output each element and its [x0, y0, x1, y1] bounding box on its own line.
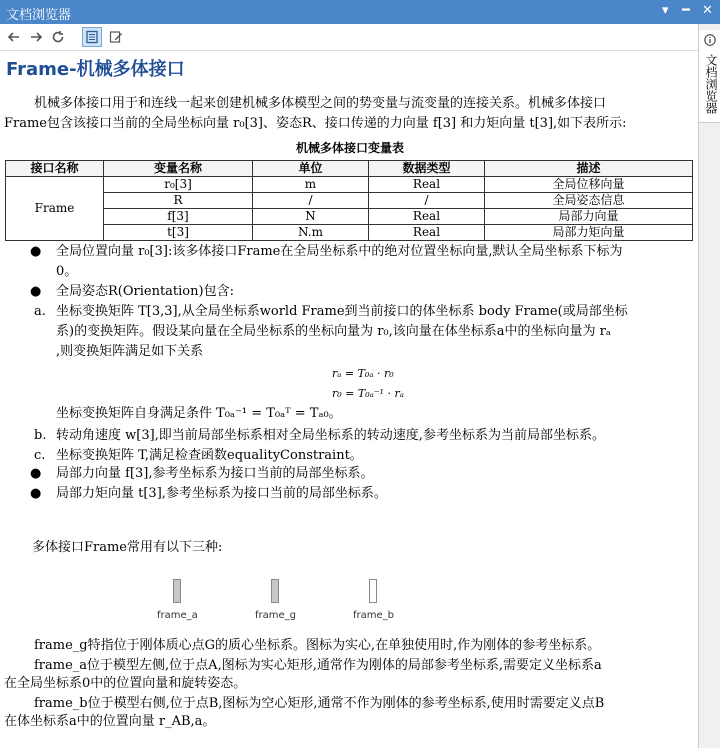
edit-icon — [109, 30, 123, 44]
frame-b-desc-2: 在体坐标系a中的位置向量 r_AB,a。 — [4, 714, 216, 729]
cell-var: f[3] — [104, 209, 253, 225]
header-interface: 接口名称 — [6, 161, 104, 177]
header-unit: 单位 — [253, 161, 369, 177]
document-icon — [85, 30, 99, 44]
bullet-force: 局部力向量 f[3],参考坐标系为接口当前的局部坐标系。 — [56, 466, 374, 481]
frame-b-desc-1: frame_b位于模型右侧,位于点B,图标为空心矩形,通常不作为刚体的参考坐标系,使用时需要定义点B — [34, 696, 605, 711]
bullet-position-cont: 0。 — [56, 264, 78, 279]
bullet-torque: 局部力矩向量 t[3],参考坐标系为接口当前的局部坐标系。 — [56, 486, 387, 501]
cell-desc: 局部力矩向量 — [485, 225, 693, 241]
view-document-button[interactable] — [82, 27, 102, 47]
frame-g-label: frame_g — [255, 610, 297, 621]
table-row — [6, 209, 693, 225]
table-header-row — [6, 161, 693, 177]
cell-type: Real — [369, 177, 485, 193]
frame-g-desc: frame_g特指位于刚体质心点G的质心坐标系。图标为实心,在单独使用时,作为刚体的参考坐标系。 — [34, 638, 601, 653]
item-b: 转动角速度 w[3],即当前局部坐标系相对全局坐标系的转动速度,参考坐标系为当前局部坐标系。 — [56, 428, 605, 443]
right-sidebar — [698, 24, 720, 748]
forward-arrow-icon — [29, 30, 43, 44]
frame-a-icon — [173, 579, 181, 603]
close-icon[interactable]: ✕ — [702, 3, 713, 18]
cell-unit: N — [253, 209, 369, 225]
cell-type: Real — [369, 209, 485, 225]
table-row — [6, 225, 693, 241]
formula-1: rₐ = T₀ₐ · r₀ — [332, 367, 394, 380]
header-description: 描述 — [485, 161, 693, 177]
intro-line-1: 机械多体接口用于和连线一起来创建机械多体模型之间的势变量与流变量的连接关系。机械多体接口 — [34, 96, 607, 111]
refresh-icon — [51, 30, 65, 44]
item-a-line-3: ,则变换矩阵满足如下关系 — [56, 344, 204, 359]
frame-b-label: frame_b — [353, 610, 395, 621]
table-caption: 机械多体接口变量表 — [296, 141, 405, 155]
frame-a-desc-1: frame_a位于模型左侧,位于点A,图标为实心矩形,通常作为刚体的局部参考坐标系,需要定义坐标系a — [34, 658, 602, 673]
table-row — [6, 193, 693, 209]
variables-table — [5, 160, 693, 241]
refresh-button[interactable] — [48, 27, 68, 47]
frame-g-icon — [271, 579, 279, 603]
intro-line-2: Frame包含该接口当前的全局坐标向量 r₀[3]、姿态R、接口传递的力向量 f[3] 和力矩向量 t[3],如下表所示: — [4, 116, 627, 131]
list-marker-b: b. — [34, 428, 47, 443]
cell-desc: 全局位移向量 — [485, 177, 693, 193]
document-content — [0, 51, 696, 748]
frame-a-label: frame_a — [157, 610, 198, 621]
bullet-position: 全局位置向量 r₀[3]:该多体接口Frame在全局坐标系中的绝对位置坐标向量,默认全局坐标系下标为 — [56, 244, 623, 259]
list-marker-c: c. — [34, 448, 46, 463]
pin-icon[interactable]: ━ — [682, 3, 690, 18]
cell-type: Real — [369, 225, 485, 241]
cell-unit: N.m — [253, 225, 369, 241]
cell-unit: / — [253, 193, 369, 209]
list-marker-a: a. — [34, 304, 46, 319]
doc-browser-tab-label: 文档浏览器 — [704, 54, 718, 114]
window-title: 文档浏览器 — [6, 8, 72, 23]
header-variable: 变量名称 — [104, 161, 253, 177]
cell-desc: 全局姿态信息 — [485, 193, 693, 209]
window-titlebar — [0, 0, 720, 24]
bullet-orientation: 全局姿态R(Orientation)包含: — [56, 284, 234, 299]
bullet-icon: ● — [30, 466, 42, 481]
dropdown-icon[interactable]: ▾ — [662, 3, 669, 18]
doc-title: Frame-机械多体接口 — [6, 59, 185, 80]
item-a-line-2: 系)的变换矩阵。假设某向量在全局坐标系的坐标向量为 r₀,该向量在体坐标系a中的坐标向量为 rₐ — [56, 324, 611, 339]
cell-interface: Frame — [6, 177, 104, 241]
item-c: 坐标变换矩阵 T,满足检查函数equalityConstraint。 — [56, 448, 363, 463]
item-a-line-4: 坐标变换矩阵自身满足条件 T₀ₐ⁻¹ = T₀ₐᵀ = Tₐ₀。 — [56, 406, 342, 421]
forward-button[interactable] — [26, 27, 46, 47]
table-row — [6, 177, 693, 193]
cell-type: / — [369, 193, 485, 209]
cell-var: t[3] — [104, 225, 253, 241]
frame-a-desc-2: 在全局坐标系0中的位置向量和旋转姿态。 — [4, 676, 247, 691]
cell-var: R — [104, 193, 253, 209]
header-datatype: 数据类型 — [369, 161, 485, 177]
bullet-icon: ● — [30, 284, 42, 299]
cell-var: r₀[3] — [104, 177, 253, 193]
cell-unit: m — [253, 177, 369, 193]
info-icon — [704, 34, 716, 46]
bullet-icon: ● — [30, 486, 42, 501]
back-arrow-icon — [7, 30, 21, 44]
frame-types-intro: 多体接口Frame常用有以下三种: — [32, 540, 223, 555]
doc-browser-tab[interactable] — [699, 30, 720, 123]
item-a-line-1: 坐标变换矩阵 T[3,3],从全局坐标系world Frame到当前接口的体坐标系 body Frame(或局部坐标 — [56, 304, 628, 319]
bullet-icon: ● — [30, 244, 42, 259]
cell-desc: 局部力向量 — [485, 209, 693, 225]
edit-button[interactable] — [106, 27, 126, 47]
frame-b-icon — [369, 579, 377, 603]
formula-2: r₀ = T₀ₐ⁻¹ · rₐ — [332, 387, 404, 400]
toolbar — [0, 24, 698, 51]
back-button[interactable] — [4, 27, 24, 47]
